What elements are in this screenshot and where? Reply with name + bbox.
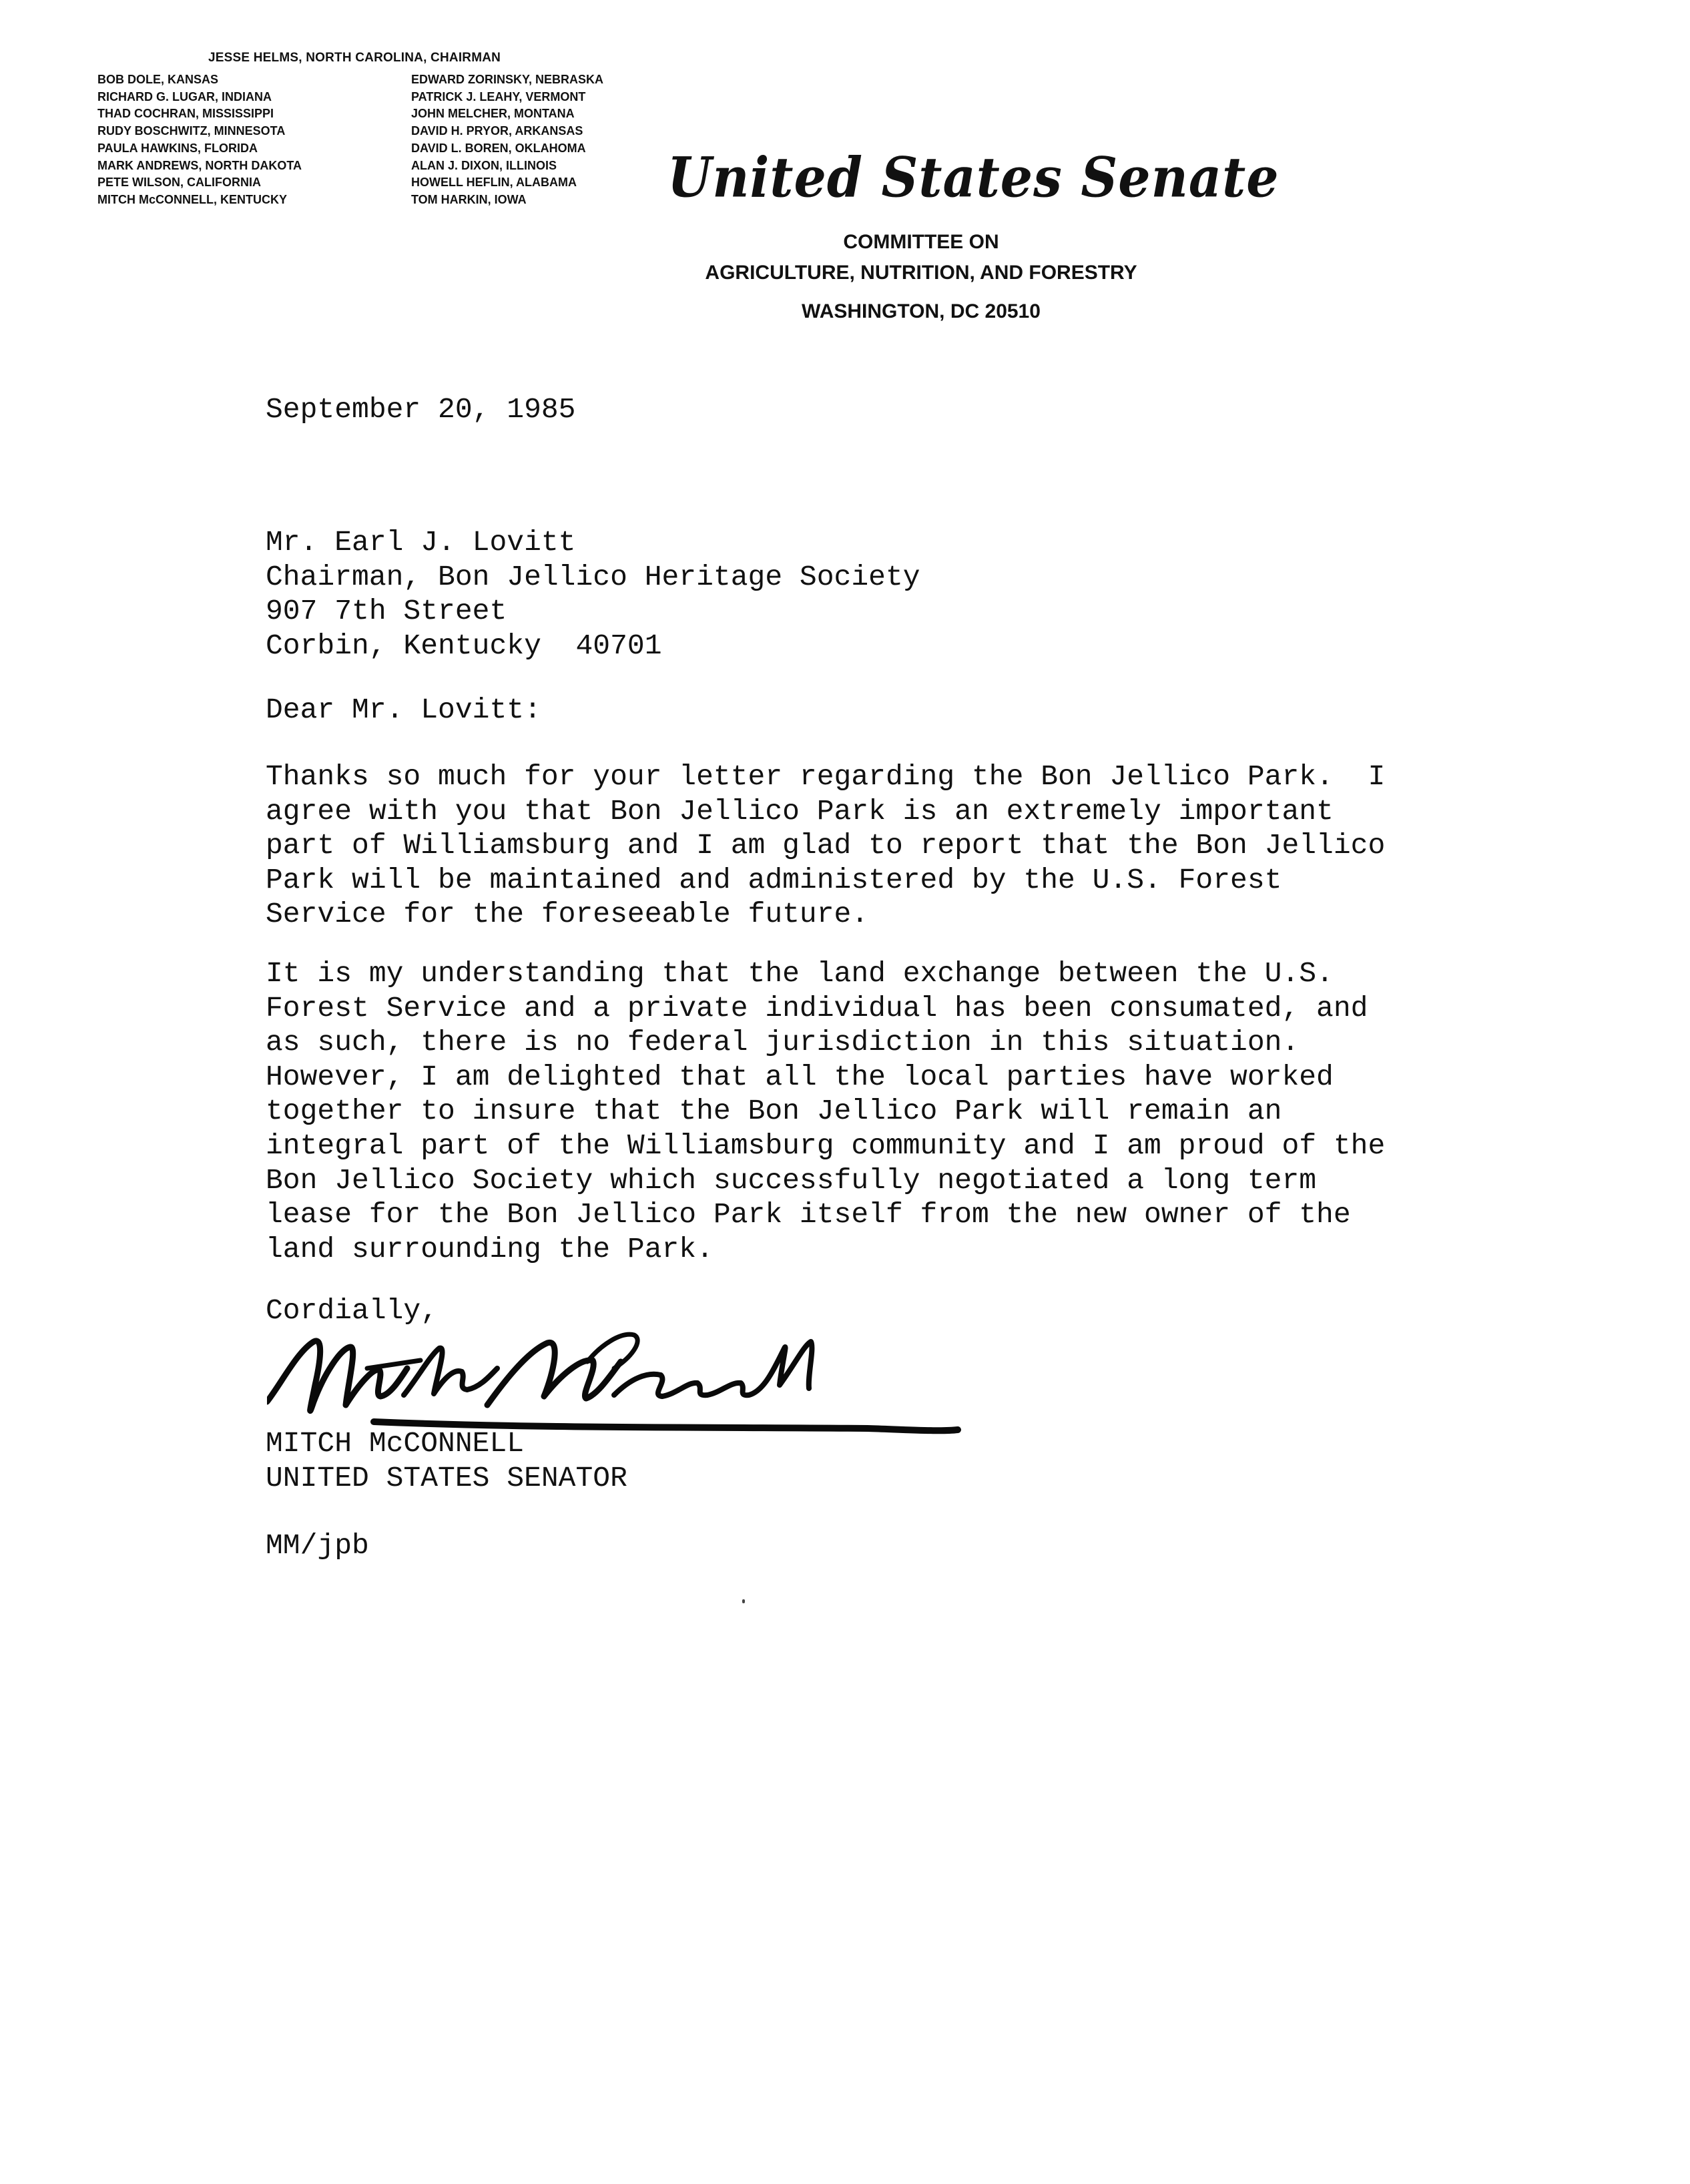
member-name: EDWARD ZORINSKY, NEBRASKA — [411, 73, 604, 86]
member-name: PATRICK J. LEAHY, VERMONT — [411, 89, 586, 103]
reference-initials: MM/jpb — [266, 1529, 369, 1562]
committee-members-left — [97, 71, 302, 209]
stray-ink-mark — [742, 1599, 745, 1603]
letterhead-title: United States Senate — [667, 146, 1280, 210]
body-paragraph-2: It is my understanding that the land exchange between the U.S. Forest Service and a private individual has been consumated, and as such, there is no federal jurisdiction in this situation. However, I am delighted that all the local parties have worked together to insure that the Bon Jellico Park will remain an integral part of the Williamsburg community and I am proud of the Bon Jellico Society which successfully negotiated a long term lease for the Bon Jellico Park itself from the new owner of the land surrounding the Park. — [266, 957, 1386, 1266]
letter-date: September 20, 1985 — [266, 393, 576, 426]
member-name: MARK ANDREWS, NORTH DAKOTA — [97, 158, 302, 172]
body-paragraph-1: Thanks so much for your letter regarding the Bon Jellico Park. I agree with you that Bon Jellico Park is an extremely important part of Williamsburg and I am glad to report that the Bon Jellico Park will be maintained and administered by the U.S. Forest Service for the foreseeable future. — [266, 760, 1386, 931]
member-name: TOM HARKIN, IOWA — [411, 192, 527, 206]
member-name: RUDY BOSCHWITZ, MINNESOTA — [97, 124, 286, 138]
recipient-address: Mr. Earl J. Lovitt Chairman, Bon Jellico Heritage Society 907 7th Street Corbin, Kentucky 40701 — [266, 526, 920, 662]
member-name: ALAN J. DIXON, ILLINOIS — [411, 158, 557, 172]
committee-name: AGRICULTURE, NUTRITION, AND FORESTRY — [705, 262, 1137, 284]
member-name: HOWELL HEFLIN, ALABAMA — [411, 176, 577, 190]
signature-block: MITCH McCONNELL UNITED STATES SENATOR — [266, 1427, 627, 1494]
member-name: BOB DOLE, KANSAS — [97, 73, 219, 86]
member-name: THAD COCHRAN, MISSISSIPPI — [97, 107, 274, 121]
salutation: Dear Mr. Lovitt: — [266, 694, 541, 726]
committee-members-right — [411, 71, 603, 209]
member-name: DAVID L. BOREN, OKLAHOMA — [411, 141, 586, 155]
handwritten-signature — [267, 1322, 961, 1442]
member-name: JOHN MELCHER, MONTANA — [411, 107, 575, 121]
committee-chairman: JESSE HELMS, NORTH CAROLINA, CHAIRMAN — [208, 51, 501, 65]
committee-address: WASHINGTON, DC 20510 — [802, 300, 1041, 322]
member-name: MITCH McCONNELL, KENTUCKY — [97, 192, 287, 206]
committee-label: COMMITTEE ON — [843, 231, 999, 253]
closing: Cordially, — [266, 1294, 439, 1327]
member-name: DAVID H. PRYOR, ARKANSAS — [411, 124, 583, 138]
member-name: PAULA HAWKINS, FLORIDA — [97, 141, 258, 155]
member-name: PETE WILSON, CALIFORNIA — [97, 176, 261, 190]
member-name: RICHARD G. LUGAR, INDIANA — [97, 89, 272, 103]
